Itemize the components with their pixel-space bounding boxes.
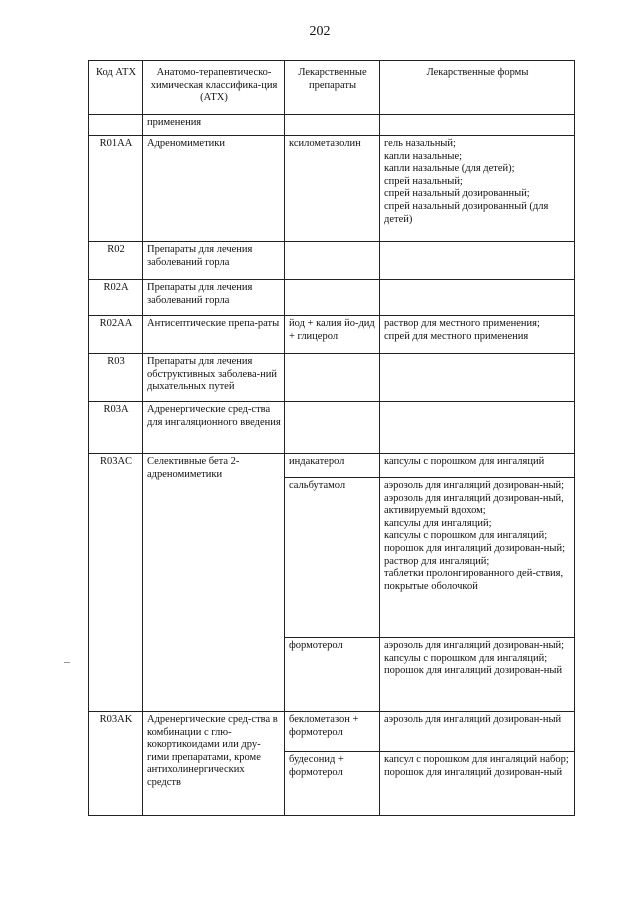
cell-forms: [380, 242, 575, 280]
form-item: спрей назальный;: [384, 175, 463, 187]
cell-drug: будесонид + формотерол: [285, 752, 380, 816]
form-item: капли назальные (для детей);: [384, 163, 515, 175]
form-item: гель назальный;: [384, 138, 456, 149]
form-item: аэрозоль для ингаляций дозирован-ный, активируемый вдохом;: [384, 492, 564, 517]
form-item: капсулы с порошком для ингаляций;: [384, 652, 548, 664]
header-code: Код АТХ: [89, 61, 143, 115]
cell-forms: [380, 316, 575, 354]
cell-code: R02: [89, 242, 143, 280]
cell-classification: Препараты для лечения заболеваний горла: [143, 280, 285, 316]
form-item: спрей назальный дозированный (для детей): [384, 200, 549, 225]
form-item: капсулы с порошком для ингаляций;: [384, 530, 548, 542]
table-row: [89, 402, 575, 454]
form-item: порошок для ингаляций дозирован-ный: [384, 766, 563, 778]
cell-forms: [380, 478, 575, 638]
cell-forms: [380, 354, 575, 402]
cell-forms: [380, 712, 575, 752]
form-item: капсул с порошком для ингаляций набор;: [384, 754, 569, 765]
form-item: капли назальные;: [384, 150, 463, 162]
form-item: капсулы с порошком для ингаляций: [384, 456, 545, 467]
cell-drug: йод + калия йо-дид + глицерол: [285, 316, 380, 354]
cell-classification: Адренергические сред-ства в комбинации с глю-кокортикоидами или дру-гими препаратами, кроме антихолинергических средств: [143, 712, 285, 816]
header-drugs: Лекарственные препараты: [285, 61, 380, 115]
form-item: аэрозоль для ингаляций дозирован-ный;: [384, 480, 565, 491]
form-item: спрей назальный дозированный;: [384, 188, 530, 200]
form-item: аэрозоль для ингаляций дозирован-ный: [384, 714, 562, 725]
cell-code: R03A: [89, 402, 143, 454]
form-item: спрей для местного применения: [384, 330, 529, 342]
form-item: капсулы для ингаляций;: [384, 517, 492, 529]
cell-drug: ксилометазолин: [285, 136, 380, 242]
table-row: [89, 454, 575, 478]
form-item: аэрозоль для ингаляций дозирован-ный;: [384, 640, 565, 651]
cell-forms: [380, 752, 575, 816]
table-row: [89, 354, 575, 402]
cell-drug: [285, 242, 380, 280]
cell-classification: Препараты для лечения обструктивных заболева-ний дыхательных путей: [143, 354, 285, 402]
cell-classification: Адреномиметики: [143, 136, 285, 242]
page-number: 202: [309, 24, 331, 39]
header-classification: Анатомо-терапевтическо-химическая классифика-ция (АТХ): [143, 61, 285, 115]
cell-code: R03: [89, 354, 143, 402]
cell-code: R01AA: [89, 136, 143, 242]
cell-classification: Препараты для лечения заболеваний горла: [143, 242, 285, 280]
form-item: раствор для ингаляций;: [384, 555, 490, 567]
cell-code: R03AC: [89, 454, 143, 712]
form-item: таблетки пролонгированного дей-ствия, покрытые оболочкой: [384, 568, 564, 592]
cell-drug: [285, 354, 380, 402]
cell-classification: Антисептические препа-раты: [143, 316, 285, 354]
cell-code: R03AK: [89, 712, 143, 816]
cell-forms: [380, 136, 575, 242]
continuation-row: [89, 115, 575, 136]
cell-code: R02A: [89, 280, 143, 316]
stray-mark: [64, 662, 70, 663]
cell-code: R02AA: [89, 316, 143, 354]
form-item: порошок для ингаляций дозирован-ный;: [384, 542, 565, 554]
cell-forms: [380, 402, 575, 454]
cell-classification: Селективные бета 2-адреномиметики: [143, 454, 285, 712]
header-row: [89, 61, 575, 115]
cell-forms: [380, 115, 575, 136]
cell-drug: сальбутамол: [285, 478, 380, 638]
form-item: раствор для местного применения;: [384, 318, 540, 329]
table-row: [89, 242, 575, 280]
table-row: [89, 280, 575, 316]
cell-classification: применения: [143, 115, 285, 136]
cell-drug: [285, 402, 380, 454]
cell-forms: [380, 454, 575, 478]
cell-code: [89, 115, 143, 136]
cell-forms: [380, 280, 575, 316]
table-row: [89, 712, 575, 752]
cell-drug: беклометазон + формотерол: [285, 712, 380, 752]
table-row: [89, 316, 575, 354]
table-row: [89, 136, 575, 242]
cell-drug: [285, 280, 380, 316]
atc-table: [88, 60, 575, 816]
cell-drug: формотерол: [285, 638, 380, 712]
cell-drug: индакатерол: [285, 454, 380, 478]
cell-forms: [380, 638, 575, 712]
form-item: порошок для ингаляций дозирован-ный: [384, 665, 563, 677]
cell-drug: [285, 115, 380, 136]
header-forms: Лекарственные формы: [380, 61, 575, 115]
cell-classification: Адренергические сред-ства для ингаляционного введения: [143, 402, 285, 454]
